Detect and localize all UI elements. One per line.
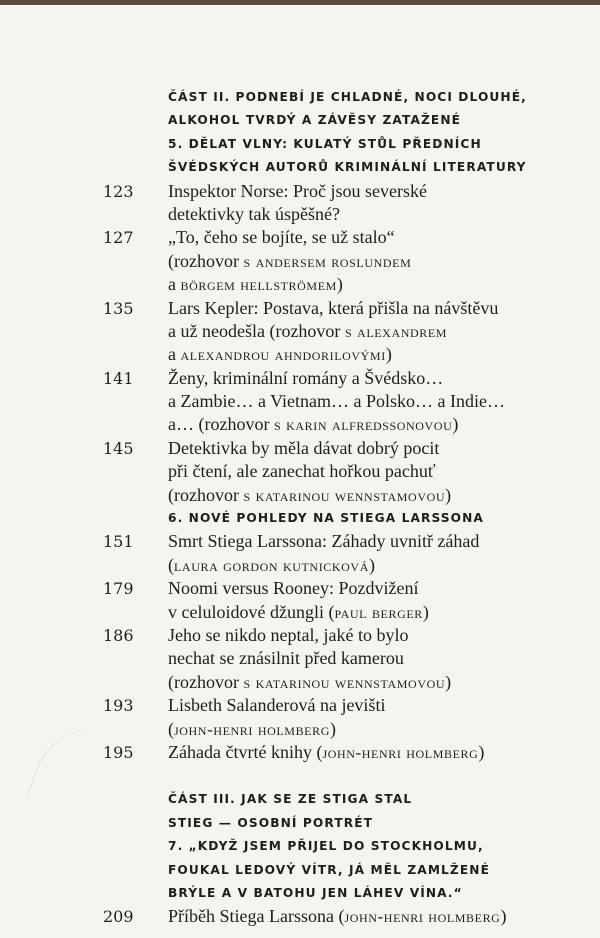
title-text: „To, čeho se bojíte, se už stalo“ <box>168 227 395 248</box>
section-heading <box>0 133 600 180</box>
title-text: ) <box>445 671 452 692</box>
title-text: Detektivka by měla dávat dobrý pocit <box>168 437 440 458</box>
entry-title <box>168 694 385 717</box>
heading-line <box>0 788 600 811</box>
section-heading <box>0 788 600 835</box>
heading-text: 7. „KDYŽ JSEM PŘIJEL DO STOCKHOLMU, <box>168 839 484 854</box>
entry-title <box>168 460 436 483</box>
title-text: ( <box>168 718 174 739</box>
heading-text: ALKOHOL TVRDÝ A ZÁVĚSY ZATAŽENÉ <box>168 113 462 128</box>
entry-line <box>0 437 600 460</box>
title-text: a už neodešla (rozhovor <box>168 320 345 341</box>
entry-line <box>0 671 600 694</box>
title-text: ) <box>368 554 375 575</box>
title-text: ) <box>336 274 343 295</box>
toc-entry <box>0 905 600 928</box>
toc-entry <box>0 367 600 437</box>
title-text: ( <box>168 554 174 575</box>
heading-text: ŠVÉDSKÝCH AUTORŮ KRIMINÁLNÍ LITERATURY <box>168 160 527 175</box>
entry-title <box>168 577 418 600</box>
title-text: Jeho se nikdo neptal, jaké to bylo <box>168 624 409 645</box>
entry-line <box>0 718 600 741</box>
entry-line <box>0 741 600 764</box>
heading-text: BRÝLE A V BATOHU JEN LÁHEV VÍNA.“ <box>168 885 463 900</box>
entry-line <box>0 367 600 390</box>
page-number: 135 <box>103 298 134 318</box>
entry-title <box>168 624 408 647</box>
title-text: Inspektor Norse: Proč jsou severské <box>168 180 427 201</box>
section-gap <box>0 764 600 788</box>
toc-entry <box>0 226 600 296</box>
toc-entry <box>0 694 600 741</box>
heading-line <box>0 156 600 179</box>
heading-text: 6. NOVÉ POHLEDY NA STIEGA LARSSONA <box>168 511 484 526</box>
entry-line <box>0 413 600 436</box>
title-text: (rozhovor <box>168 250 244 271</box>
heading-line <box>0 882 600 905</box>
entry-line <box>0 694 600 717</box>
entry-title <box>168 343 392 366</box>
entry-title <box>168 484 451 507</box>
entry-line <box>0 180 600 203</box>
heading-line <box>0 859 600 882</box>
entry-line <box>0 203 600 226</box>
heading-text: FOUKAL LEDOVÝ VÍTR, JÁ MĚL ZAMLŽENÉ <box>168 862 490 877</box>
section-heading <box>0 835 600 905</box>
entry-line <box>0 320 600 343</box>
title-text: Lisbeth Salanderová na jevišti <box>168 695 386 716</box>
entry-line <box>0 297 600 320</box>
toc-entry <box>0 624 600 694</box>
entry-line <box>0 905 600 928</box>
author-name: paul berger <box>334 602 423 622</box>
page-number: 209 <box>103 907 134 927</box>
author-name: börgem hellströmem <box>180 275 337 295</box>
section-heading <box>0 507 600 530</box>
title-text: Záhada čtvrté knihy ( <box>168 741 323 762</box>
entry-title <box>168 647 404 670</box>
entry-title <box>168 320 447 343</box>
title-text: ) <box>500 906 507 927</box>
page-number: 186 <box>103 625 134 645</box>
entry-title <box>168 718 336 741</box>
title-text: detektivky tak úspěšné? <box>168 203 340 224</box>
page-number: 123 <box>103 181 134 201</box>
title-text: (rozhovor <box>168 484 244 505</box>
title-text: Příběh Stiega Larssona ( <box>168 906 345 927</box>
toc-entry <box>0 180 600 227</box>
title-text: ) <box>452 414 459 435</box>
heading-line <box>0 507 600 530</box>
section-heading <box>0 86 600 133</box>
author-name: s alexandrem <box>344 321 448 341</box>
page-number: 141 <box>103 368 134 388</box>
author-name: alexandrou ahndorilovými <box>180 345 386 365</box>
entry-title <box>168 180 427 203</box>
title-text: v celuloidové džungli ( <box>168 601 335 622</box>
entry-title <box>168 741 484 764</box>
heading-line <box>0 835 600 858</box>
page-number: 179 <box>103 579 134 599</box>
entry-line <box>0 343 600 366</box>
toc-entry <box>0 297 600 367</box>
title-text: při čtení, ale zanechat hořkou pachuť <box>168 461 436 482</box>
entry-line <box>0 484 600 507</box>
entry-title <box>168 437 439 460</box>
heading-text: ČÁST III. JAK SE ZE STIGA STAL <box>168 792 413 807</box>
toc-entry <box>0 577 600 624</box>
author-name: s andersem roslundem <box>243 251 412 271</box>
heading-text: ČÁST II. PODNEBÍ JE CHLADNÉ, NOCI DLOUHÉ, <box>168 90 527 104</box>
entry-title <box>168 671 451 694</box>
author-name: s katarinou wennstamovou <box>243 672 446 692</box>
entry-title <box>168 367 443 390</box>
entry-line <box>0 577 600 600</box>
author-name: laura gordon kutnicková <box>174 555 369 575</box>
title-text: Smrt Stiega Larssona: Záhady uvnitř záhad <box>168 531 480 552</box>
heading-line <box>0 133 600 156</box>
title-text: ) <box>478 741 485 762</box>
title-text: a… (rozhovor <box>168 414 274 435</box>
heading-text: STIEG — OSOBNÍ PORTRÉT <box>168 815 374 830</box>
toc-entry <box>0 437 600 507</box>
entry-title <box>168 413 458 436</box>
entry-title <box>168 203 340 226</box>
entry-line <box>0 647 600 670</box>
page-number: 145 <box>103 438 134 458</box>
entry-line <box>0 530 600 553</box>
title-text: (rozhovor <box>168 671 244 692</box>
entry-title <box>168 905 506 928</box>
entry-title <box>168 250 411 273</box>
author-name: john-henri holmberg <box>174 719 330 739</box>
entry-title <box>168 601 429 624</box>
title-text: ) <box>329 718 336 739</box>
title-text: ) <box>385 344 392 365</box>
entry-title <box>168 390 505 413</box>
toc-entry <box>0 741 600 764</box>
title-text: a <box>168 274 181 295</box>
title-text: Ženy, kriminální romány a Švédsko… <box>168 367 444 388</box>
entry-line <box>0 390 600 413</box>
author-name: john-henri holmberg <box>322 742 479 762</box>
heading-text: 5. DĚLAT VLNY: KULATÝ STŮL PŘEDNÍCH <box>168 136 482 151</box>
entry-line <box>0 226 600 249</box>
heading-line <box>0 109 600 132</box>
page-number: 193 <box>103 696 134 716</box>
entry-line <box>0 601 600 624</box>
entry-line <box>0 554 600 577</box>
page-number: 195 <box>103 742 134 762</box>
entry-line <box>0 250 600 273</box>
entry-title <box>168 273 343 296</box>
author-name: john-henri holmberg <box>344 907 501 927</box>
title-text: ) <box>422 601 429 622</box>
title-text: nechat se znásilnit před kamerou <box>168 648 404 669</box>
title-text: a <box>168 344 181 365</box>
page-number: 151 <box>103 532 134 552</box>
entry-line <box>0 460 600 483</box>
entry-line <box>0 624 600 647</box>
table-of-contents <box>0 86 600 929</box>
entry-line <box>0 273 600 296</box>
toc-entry <box>0 530 600 577</box>
author-name: s katarinou wennstamovou <box>243 485 446 505</box>
title-text: ) <box>445 484 452 505</box>
page-number: 127 <box>103 228 134 248</box>
title-text: Noomi versus Rooney: Pozdvižení <box>168 578 419 599</box>
heading-line <box>0 812 600 835</box>
entry-title <box>168 530 479 553</box>
page-edge <box>0 0 600 5</box>
entry-title <box>168 297 498 320</box>
entry-title <box>168 226 395 249</box>
title-text: a Zambie… a Vietnam… a Polsko… a Indie… <box>168 391 506 412</box>
title-text: Lars Kepler: Postava, která přišla na návštěvu <box>168 297 499 318</box>
entry-title <box>168 554 375 577</box>
heading-line <box>0 86 600 109</box>
author-name: s karin alfredssonovou <box>273 415 453 435</box>
